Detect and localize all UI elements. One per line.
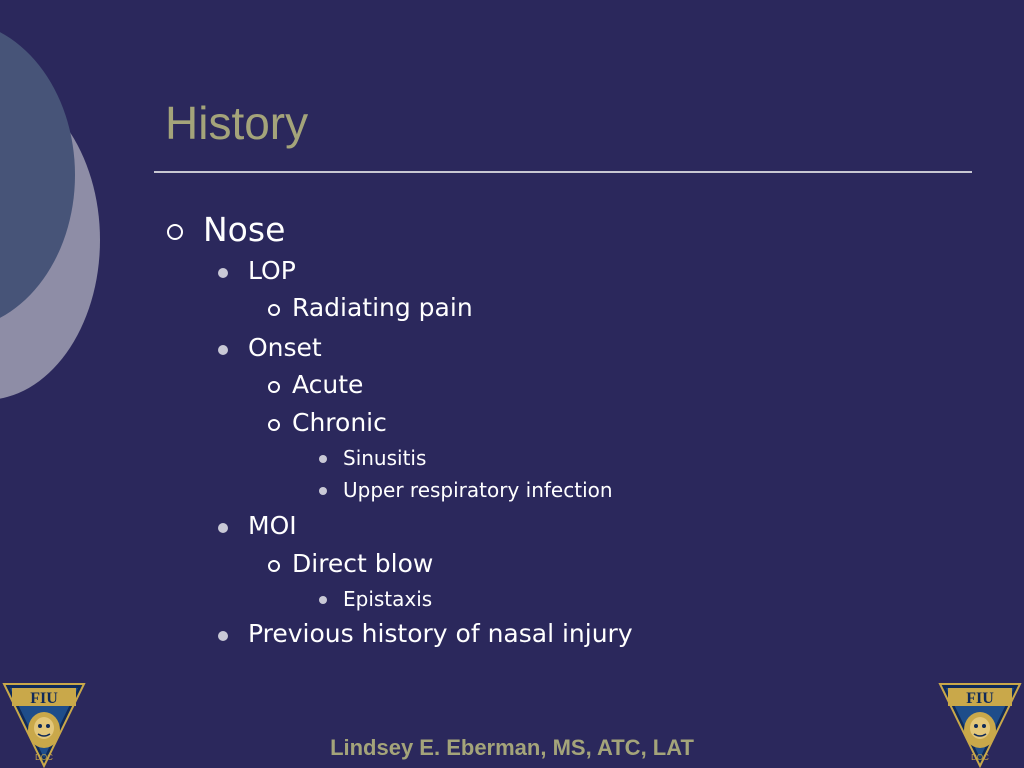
outline-item-epistaxis bbox=[343, 587, 432, 611]
outline-text: Onset bbox=[248, 333, 322, 362]
logo-subtext: DOC bbox=[35, 753, 53, 762]
filled-dot-bullet-icon bbox=[319, 455, 327, 463]
outline-item-radiating-pain bbox=[292, 293, 473, 322]
outline-text: Upper respiratory infection bbox=[343, 478, 613, 502]
hollow-circle-bullet-icon bbox=[167, 224, 183, 240]
outline-item-chronic bbox=[292, 408, 387, 437]
logo-text: FIU bbox=[30, 690, 58, 707]
outline-item-previous-history bbox=[248, 619, 633, 648]
hollow-circle-bullet-icon bbox=[268, 381, 280, 393]
filled-dot-bullet-icon bbox=[218, 631, 228, 641]
outline-item-uri bbox=[343, 478, 613, 502]
outline-item-nose bbox=[203, 210, 285, 249]
outline-text: Nose bbox=[203, 210, 286, 249]
title-divider bbox=[154, 171, 972, 173]
logo-text: FIU bbox=[966, 690, 994, 707]
outline-item-moi bbox=[248, 511, 297, 540]
hollow-circle-bullet-icon bbox=[268, 419, 280, 431]
hollow-circle-bullet-icon bbox=[268, 304, 280, 316]
slide-footer: Lindsey E. Eberman, MS, ATC, LAT bbox=[330, 735, 694, 760]
outline-item-sinusitis bbox=[343, 446, 426, 470]
outline-text: Previous history of nasal injury bbox=[248, 619, 633, 648]
filled-dot-bullet-icon bbox=[319, 487, 327, 495]
outline-text: Acute bbox=[292, 370, 364, 399]
outline-text: Direct blow bbox=[292, 549, 434, 578]
logo-subtext: DOC bbox=[971, 753, 989, 762]
filled-dot-bullet-icon bbox=[218, 268, 228, 278]
slide-title: History bbox=[165, 97, 309, 149]
filled-dot-bullet-icon bbox=[319, 596, 327, 604]
outline-text: Radiating pain bbox=[292, 293, 473, 322]
hollow-circle-bullet-icon bbox=[268, 560, 280, 572]
outline-item-acute bbox=[292, 370, 363, 399]
outline-item-lop bbox=[248, 256, 296, 285]
outline-text: Chronic bbox=[292, 408, 387, 437]
filled-dot-bullet-icon bbox=[218, 345, 228, 355]
outline-text: Sinusitis bbox=[343, 446, 427, 470]
filled-dot-bullet-icon bbox=[218, 523, 228, 533]
outline-item-direct-blow bbox=[292, 549, 433, 578]
outline-text: LOP bbox=[248, 256, 296, 285]
outline-text: MOI bbox=[248, 511, 297, 540]
outline-text: Epistaxis bbox=[343, 587, 433, 611]
outline-item-onset bbox=[248, 333, 322, 362]
